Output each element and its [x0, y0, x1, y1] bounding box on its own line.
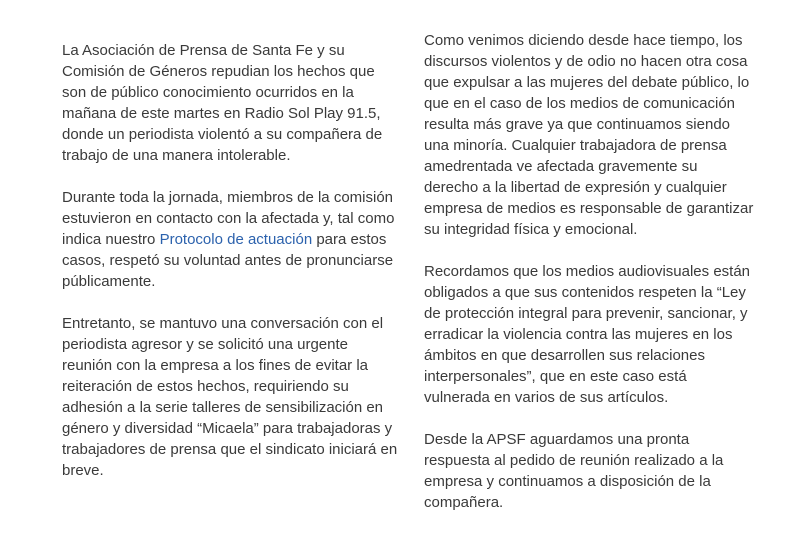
paragraph-jornada-text-after: para estos casos, respetó su voluntad antes de pronunciarse públicamente. [62, 231, 394, 290]
paragraph-discursos: Como venimos diciendo desde hace tiempo, los discursos violentos y de odio no hacen otra cosa que expulsar a las mujeres del debate público, lo que en el caso de los medios de comunicación resulta más grave ya que continuamos siendo una minoría. Cualquier trabajadora de prensa amedrentada ve afectada gravemente su derecho a la libertad de expresión y cualquier empresa de medios es responsable de garantizar su integridad física y emocional. [424, 32, 754, 238]
paragraph-ley: Recordamos que los medios audiovisuales están obligados a que sus contenidos respeten la “Ley de protección integral para prevenir, sancionar, y erradicar la violencia contra las mujeres en los ámbitos en que desarrollen sus relaciones interpersonales”, que en este caso está vulnerada en varios de sus artículos. [424, 263, 751, 406]
paragraph-entretanto: Entretanto, se mantuvo una conversación con el periodista agresor y se solicitó una urgente reunión con la empresa a los fines de evitar la reiteración de estos hechos, requiriendo su adhesión a la serie talleres de sensibilización en género y diversidad “Micaela” para trabajadoras y trabajadores de prensa que el sindicato iniciará en breve. [62, 315, 398, 479]
right-column [424, 30, 754, 534]
paragraph-apsf: Desde la APSF aguardamos una pronta respuesta al pedido de reunión realizado a la empresa y continuamos a disposición de la compañera. [424, 431, 724, 511]
protocolo-link[interactable]: Protocolo de actuación [159, 231, 313, 248]
paragraph-jornada [62, 187, 402, 292]
left-column [62, 30, 402, 502]
paragraph-repudio: La Asociación de Prensa de Santa Fe y su Comisión de Géneros repudian los hechos que son de público conocimiento ocurridos en la mañana de este martes en Radio Sol Play 91.5, donde un periodista violentó a su compañera de trabajo de una manera intolerable. [62, 42, 383, 164]
paragraph-jornada-text-before: Durante toda la jornada, miembros de la comisión estuvieron en contacto con la afectada y, tal como indica nuestro [62, 189, 395, 248]
